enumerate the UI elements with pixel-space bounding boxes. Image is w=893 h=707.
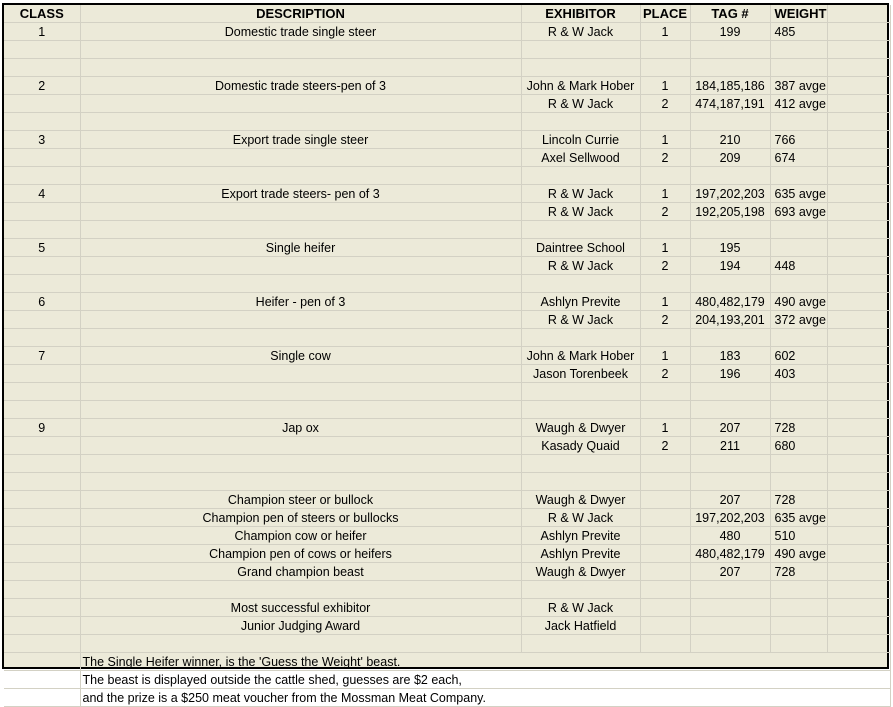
cell-description[interactable] xyxy=(80,95,521,113)
cell-exhibitor[interactable]: Waugh & Dwyer xyxy=(521,491,640,509)
cell-class[interactable] xyxy=(4,635,80,653)
cell-description[interactable] xyxy=(80,41,521,59)
cell-exhibitor[interactable]: Ashlyn Previte xyxy=(521,527,640,545)
cell-weight[interactable]: 490 avge xyxy=(770,293,827,311)
cell-weight[interactable]: 403 xyxy=(770,365,827,383)
cell-class[interactable] xyxy=(4,581,80,599)
cell-tag[interactable]: 197,202,203 xyxy=(690,509,770,527)
cell-description[interactable] xyxy=(80,113,521,131)
cell-extra[interactable] xyxy=(827,383,890,401)
cell-extra[interactable] xyxy=(827,545,890,563)
cell-extra[interactable] xyxy=(827,365,890,383)
cell-weight[interactable]: 602 xyxy=(770,347,827,365)
table-row xyxy=(4,563,890,581)
cell-description[interactable] xyxy=(80,311,521,329)
cell-exhibitor[interactable]: R & W Jack xyxy=(521,23,640,41)
cell-tag[interactable] xyxy=(690,113,770,131)
cell-place[interactable] xyxy=(640,275,690,293)
cell-class[interactable] xyxy=(4,329,80,347)
cell-class[interactable] xyxy=(4,113,80,131)
cell-extra[interactable] xyxy=(827,401,890,419)
cell-tag[interactable] xyxy=(690,275,770,293)
table-row xyxy=(4,365,890,383)
cell-weight[interactable]: 412 avge xyxy=(770,95,827,113)
cell-tag[interactable]: 192,205,198 xyxy=(690,203,770,221)
cell-tag[interactable]: 210 xyxy=(690,131,770,149)
cell-weight[interactable]: 448 xyxy=(770,257,827,275)
cell-tag[interactable]: 480,482,179 xyxy=(690,293,770,311)
cell-weight[interactable] xyxy=(770,59,827,77)
cell-class[interactable] xyxy=(4,203,80,221)
cell-weight[interactable] xyxy=(770,635,827,653)
cell-place[interactable]: 1 xyxy=(640,239,690,257)
header-class[interactable]: CLASS xyxy=(4,5,80,23)
cell-class[interactable] xyxy=(4,563,80,581)
cell-weight[interactable] xyxy=(770,617,827,635)
cell-extra[interactable] xyxy=(827,41,890,59)
table-row xyxy=(4,149,890,167)
cell-extra[interactable] xyxy=(827,257,890,275)
cell-place[interactable] xyxy=(640,509,690,527)
cell-exhibitor[interactable]: Waugh & Dwyer xyxy=(521,419,640,437)
cell-exhibitor[interactable] xyxy=(521,41,640,59)
cell-place[interactable] xyxy=(640,491,690,509)
table-row xyxy=(4,491,890,509)
table-row xyxy=(4,383,890,401)
cell-extra[interactable] xyxy=(827,437,890,455)
cell-place[interactable]: 2 xyxy=(640,365,690,383)
cell-extra[interactable] xyxy=(827,203,890,221)
table-row xyxy=(4,527,890,545)
cell-place[interactable]: 1 xyxy=(640,347,690,365)
cell-weight[interactable]: 674 xyxy=(770,149,827,167)
cell-place[interactable]: 2 xyxy=(640,257,690,275)
cell-place[interactable]: 1 xyxy=(640,23,690,41)
cell-weight[interactable] xyxy=(770,275,827,293)
cell-place[interactable]: 1 xyxy=(640,77,690,95)
cell-place[interactable]: 1 xyxy=(640,293,690,311)
cell-extra[interactable] xyxy=(827,419,890,437)
cell-description[interactable] xyxy=(80,167,521,185)
table-row xyxy=(4,509,890,527)
cell-description[interactable] xyxy=(80,275,521,293)
cell-tag[interactable]: 474,187,191 xyxy=(690,95,770,113)
table-row xyxy=(4,167,890,185)
cell-class[interactable] xyxy=(4,545,80,563)
cell-weight[interactable] xyxy=(770,239,827,257)
cell-weight[interactable] xyxy=(770,401,827,419)
cell-tag[interactable]: 480 xyxy=(690,527,770,545)
cell-exhibitor[interactable]: R & W Jack xyxy=(521,185,640,203)
cell-extra[interactable] xyxy=(827,185,890,203)
cell-place[interactable]: 1 xyxy=(640,419,690,437)
table-row xyxy=(4,95,890,113)
cell-description[interactable]: Champion pen of cows or heifers xyxy=(80,545,521,563)
header-place[interactable]: PLACE xyxy=(640,5,690,23)
cell-place[interactable] xyxy=(640,617,690,635)
cell-description[interactable]: Single cow xyxy=(80,347,521,365)
cell-weight[interactable]: 728 xyxy=(770,563,827,581)
table-row xyxy=(4,473,890,491)
cell-exhibitor[interactable]: R & W Jack xyxy=(521,257,640,275)
cell-tag[interactable] xyxy=(690,473,770,491)
cell-exhibitor[interactable] xyxy=(521,221,640,239)
cell-weight[interactable]: 387 avge xyxy=(770,77,827,95)
cell-tag[interactable]: 183 xyxy=(690,347,770,365)
cell-class[interactable]: 2 xyxy=(4,77,80,95)
cell-class[interactable] xyxy=(4,95,80,113)
cell-extra[interactable] xyxy=(827,239,890,257)
cell-weight[interactable]: 490 avge xyxy=(770,545,827,563)
header-weight[interactable]: WEIGHT xyxy=(770,5,827,23)
cell-place[interactable]: 2 xyxy=(640,311,690,329)
spreadsheet xyxy=(2,3,889,705)
cell-place[interactable] xyxy=(640,113,690,131)
table-row xyxy=(4,257,890,275)
cell-tag[interactable] xyxy=(690,635,770,653)
cell-class[interactable] xyxy=(4,311,80,329)
cell-class[interactable]: 3 xyxy=(4,131,80,149)
cell-exhibitor[interactable] xyxy=(521,401,640,419)
cell-weight[interactable]: 693 avge xyxy=(770,203,827,221)
cell-exhibitor[interactable]: Waugh & Dwyer xyxy=(521,563,640,581)
cell-extra[interactable] xyxy=(827,59,890,77)
cell-extra[interactable] xyxy=(827,131,890,149)
cell-tag[interactable] xyxy=(690,617,770,635)
cell-tag[interactable]: 207 xyxy=(690,491,770,509)
table-row xyxy=(4,419,890,437)
cell-place[interactable] xyxy=(640,545,690,563)
cell-class[interactable]: 9 xyxy=(4,419,80,437)
cell-extra[interactable] xyxy=(827,635,890,653)
cell-tag[interactable] xyxy=(690,455,770,473)
cell-class[interactable] xyxy=(4,473,80,491)
cell-class[interactable] xyxy=(4,59,80,77)
cell-description[interactable]: Champion pen of steers or bullocks xyxy=(80,509,521,527)
cell-class[interactable] xyxy=(4,221,80,239)
cell-place[interactable] xyxy=(640,581,690,599)
cell-description[interactable] xyxy=(80,437,521,455)
cell-tag[interactable]: 207 xyxy=(690,419,770,437)
header-row xyxy=(4,5,890,23)
cell-place[interactable] xyxy=(640,527,690,545)
cell-tag[interactable] xyxy=(690,329,770,347)
cell-weight[interactable] xyxy=(770,581,827,599)
cell-tag[interactable]: 480,482,179 xyxy=(690,545,770,563)
table-row xyxy=(4,185,890,203)
cell-place[interactable] xyxy=(640,473,690,491)
cell-class[interactable] xyxy=(4,653,80,671)
cell-tag[interactable] xyxy=(690,383,770,401)
cell-description[interactable]: Heifer - pen of 3 xyxy=(80,293,521,311)
cell-extra[interactable] xyxy=(827,527,890,545)
cell-place[interactable]: 1 xyxy=(640,131,690,149)
cell-weight[interactable] xyxy=(770,221,827,239)
cell-extra[interactable] xyxy=(827,563,890,581)
table-row xyxy=(4,437,890,455)
cell-weight[interactable]: 728 xyxy=(770,491,827,509)
cell-description[interactable]: Domestic trade steers-pen of 3 xyxy=(80,77,521,95)
cell-tag[interactable]: 204,193,201 xyxy=(690,311,770,329)
cell-tag[interactable]: 196 xyxy=(690,365,770,383)
cell-exhibitor[interactable] xyxy=(521,275,640,293)
cell-place[interactable] xyxy=(640,563,690,581)
cell-extra[interactable] xyxy=(827,329,890,347)
cell-exhibitor[interactable]: Axel Sellwood xyxy=(521,149,640,167)
cell-description[interactable] xyxy=(80,59,521,77)
cell-extra[interactable] xyxy=(827,599,890,617)
cell-tag[interactable] xyxy=(690,581,770,599)
table-row xyxy=(4,131,890,149)
cell-description[interactable]: Jap ox xyxy=(80,419,521,437)
table-row xyxy=(4,293,890,311)
cell-extra[interactable] xyxy=(827,293,890,311)
table-row xyxy=(4,347,890,365)
cell-exhibitor[interactable]: Daintree School xyxy=(521,239,640,257)
cell-weight[interactable]: 680 xyxy=(770,437,827,455)
cell-weight[interactable]: 510 xyxy=(770,527,827,545)
cell-place[interactable] xyxy=(640,383,690,401)
cell-exhibitor[interactable]: Jack Hatfield xyxy=(521,617,640,635)
table-row xyxy=(4,59,890,77)
cell-class[interactable]: 1 xyxy=(4,23,80,41)
table-row xyxy=(4,275,890,293)
cell-weight[interactable]: 372 avge xyxy=(770,311,827,329)
cell-class[interactable] xyxy=(4,689,80,707)
cell-extra[interactable] xyxy=(827,167,890,185)
cell-weight[interactable] xyxy=(770,473,827,491)
cell-extra[interactable] xyxy=(827,581,890,599)
cell-class[interactable]: 7 xyxy=(4,347,80,365)
results-table xyxy=(4,5,891,707)
cell-description[interactable] xyxy=(80,257,521,275)
table-row xyxy=(4,113,890,131)
cell-description[interactable] xyxy=(80,365,521,383)
table-row xyxy=(4,77,890,95)
table-row xyxy=(4,311,890,329)
cell-tag[interactable] xyxy=(690,401,770,419)
cell-description[interactable] xyxy=(80,635,521,653)
cell-class[interactable] xyxy=(4,41,80,59)
table-row xyxy=(4,401,890,419)
table-row xyxy=(4,689,890,707)
cell-tag[interactable]: 184,185,186 xyxy=(690,77,770,95)
header-empty[interactable] xyxy=(827,5,890,23)
cell-exhibitor[interactable]: Lincoln Currie xyxy=(521,131,640,149)
cell-class[interactable] xyxy=(4,455,80,473)
cell-description[interactable]: Export trade single steer xyxy=(80,131,521,149)
cell-exhibitor[interactable]: John & Mark Hober xyxy=(521,77,640,95)
cell-extra[interactable] xyxy=(827,491,890,509)
cell-class[interactable] xyxy=(4,599,80,617)
cell-description[interactable] xyxy=(80,149,521,167)
table-row xyxy=(4,671,890,689)
cell-extra[interactable] xyxy=(827,113,890,131)
cell-class[interactable] xyxy=(4,509,80,527)
note-text[interactable]: The Single Heifer winner, is the 'Guess the Weight' beast. xyxy=(80,653,890,671)
table-row xyxy=(4,239,890,257)
cell-extra[interactable] xyxy=(827,347,890,365)
table-row xyxy=(4,221,890,239)
cell-weight[interactable] xyxy=(770,383,827,401)
cell-extra[interactable] xyxy=(827,311,890,329)
cell-description[interactable]: Most successful exhibitor xyxy=(80,599,521,617)
cell-exhibitor[interactable]: R & W Jack xyxy=(521,509,640,527)
header-tag[interactable]: TAG # xyxy=(690,5,770,23)
cell-extra[interactable] xyxy=(827,473,890,491)
cell-class[interactable]: 4 xyxy=(4,185,80,203)
cell-description[interactable]: Export trade steers- pen of 3 xyxy=(80,185,521,203)
cell-extra[interactable] xyxy=(827,455,890,473)
cell-class[interactable] xyxy=(4,383,80,401)
cell-weight[interactable] xyxy=(770,41,827,59)
cell-weight[interactable]: 635 avge xyxy=(770,509,827,527)
header-exhibitor[interactable]: EXHIBITOR xyxy=(521,5,640,23)
cell-class[interactable] xyxy=(4,617,80,635)
cell-weight[interactable] xyxy=(770,329,827,347)
cell-description[interactable] xyxy=(80,473,521,491)
cell-class[interactable] xyxy=(4,491,80,509)
cell-exhibitor[interactable] xyxy=(521,167,640,185)
header-description[interactable]: DESCRIPTION xyxy=(80,5,521,23)
cell-place[interactable] xyxy=(640,221,690,239)
cell-place[interactable] xyxy=(640,329,690,347)
cell-exhibitor[interactable] xyxy=(521,581,640,599)
cell-class[interactable] xyxy=(4,149,80,167)
cell-weight[interactable]: 485 xyxy=(770,23,827,41)
cell-class[interactable]: 5 xyxy=(4,239,80,257)
cell-description[interactable]: Junior Judging Award xyxy=(80,617,521,635)
cell-class[interactable] xyxy=(4,437,80,455)
cell-description[interactable] xyxy=(80,329,521,347)
cell-tag[interactable] xyxy=(690,59,770,77)
cell-place[interactable]: 2 xyxy=(640,95,690,113)
cell-exhibitor[interactable] xyxy=(521,383,640,401)
cell-weight[interactable] xyxy=(770,167,827,185)
table-row xyxy=(4,635,890,653)
cell-tag[interactable]: 209 xyxy=(690,149,770,167)
cell-description[interactable]: Champion steer or bullock xyxy=(80,491,521,509)
cell-weight[interactable]: 728 xyxy=(770,419,827,437)
cell-description[interactable]: Single heifer xyxy=(80,239,521,257)
cell-exhibitor[interactable]: R & W Jack xyxy=(521,311,640,329)
cell-place[interactable] xyxy=(640,455,690,473)
cell-description[interactable] xyxy=(80,455,521,473)
cell-tag[interactable] xyxy=(690,41,770,59)
cell-exhibitor[interactable]: R & W Jack xyxy=(521,95,640,113)
cell-extra[interactable] xyxy=(827,23,890,41)
cell-class[interactable] xyxy=(4,401,80,419)
cell-extra[interactable] xyxy=(827,149,890,167)
cell-weight[interactable] xyxy=(770,599,827,617)
cell-exhibitor[interactable]: Ashlyn Previte xyxy=(521,545,640,563)
cell-exhibitor[interactable]: Jason Torenbeek xyxy=(521,365,640,383)
cell-description[interactable]: Domestic trade single steer xyxy=(80,23,521,41)
cell-extra[interactable] xyxy=(827,617,890,635)
cell-exhibitor[interactable] xyxy=(521,473,640,491)
table-row xyxy=(4,23,890,41)
cell-tag[interactable]: 195 xyxy=(690,239,770,257)
table-row xyxy=(4,599,890,617)
cell-class[interactable]: 6 xyxy=(4,293,80,311)
cell-extra[interactable] xyxy=(827,509,890,527)
cell-class[interactable] xyxy=(4,365,80,383)
cell-description[interactable] xyxy=(80,383,521,401)
cell-class[interactable] xyxy=(4,527,80,545)
cell-place[interactable] xyxy=(640,59,690,77)
cell-exhibitor[interactable]: John & Mark Hober xyxy=(521,347,640,365)
cell-place[interactable] xyxy=(640,599,690,617)
cell-extra[interactable] xyxy=(827,221,890,239)
cell-place[interactable]: 2 xyxy=(640,203,690,221)
cell-exhibitor[interactable]: R & W Jack xyxy=(521,203,640,221)
cell-exhibitor[interactable] xyxy=(521,113,640,131)
cell-class[interactable] xyxy=(4,167,80,185)
table-row xyxy=(4,581,890,599)
note-text[interactable]: and the prize is a $250 meat voucher from the Mossman Meat Company. xyxy=(80,689,890,707)
cell-tag[interactable]: 211 xyxy=(690,437,770,455)
cell-description[interactable] xyxy=(80,401,521,419)
cell-extra[interactable] xyxy=(827,275,890,293)
cell-weight[interactable] xyxy=(770,113,827,131)
cell-tag[interactable]: 207 xyxy=(690,563,770,581)
cell-tag[interactable] xyxy=(690,599,770,617)
cell-place[interactable] xyxy=(640,635,690,653)
cell-place[interactable]: 1 xyxy=(640,185,690,203)
cell-exhibitor[interactable]: Kasady Quaid xyxy=(521,437,640,455)
cell-weight[interactable]: 635 avge xyxy=(770,185,827,203)
cell-exhibitor[interactable] xyxy=(521,455,640,473)
cell-description[interactable]: Grand champion beast xyxy=(80,563,521,581)
cell-exhibitor[interactable]: R & W Jack xyxy=(521,599,640,617)
cell-class[interactable] xyxy=(4,275,80,293)
cell-tag[interactable]: 194 xyxy=(690,257,770,275)
cell-weight[interactable]: 766 xyxy=(770,131,827,149)
table-row xyxy=(4,329,890,347)
cell-tag[interactable]: 197,202,203 xyxy=(690,185,770,203)
cell-exhibitor[interactable] xyxy=(521,635,640,653)
table-row xyxy=(4,41,890,59)
cell-description[interactable] xyxy=(80,581,521,599)
cell-extra[interactable] xyxy=(827,77,890,95)
table-row xyxy=(4,203,890,221)
table-row xyxy=(4,545,890,563)
cell-tag[interactable]: 199 xyxy=(690,23,770,41)
cell-description[interactable] xyxy=(80,221,521,239)
note-text[interactable]: The beast is displayed outside the cattle shed, guesses are $2 each, xyxy=(80,671,890,689)
cell-tag[interactable] xyxy=(690,167,770,185)
cell-class[interactable] xyxy=(4,671,80,689)
table-row xyxy=(4,455,890,473)
cell-tag[interactable] xyxy=(690,221,770,239)
cell-exhibitor[interactable]: Ashlyn Previte xyxy=(521,293,640,311)
cell-place[interactable] xyxy=(640,167,690,185)
cell-description[interactable]: Champion cow or heifer xyxy=(80,527,521,545)
cell-weight[interactable] xyxy=(770,455,827,473)
cell-place[interactable]: 2 xyxy=(640,149,690,167)
cell-place[interactable]: 2 xyxy=(640,437,690,455)
cell-exhibitor[interactable] xyxy=(521,329,640,347)
cell-place[interactable] xyxy=(640,41,690,59)
cell-extra[interactable] xyxy=(827,95,890,113)
cell-exhibitor[interactable] xyxy=(521,59,640,77)
table-row xyxy=(4,617,890,635)
cell-place[interactable] xyxy=(640,401,690,419)
table-row xyxy=(4,653,890,671)
cell-description[interactable] xyxy=(80,203,521,221)
cell-class[interactable] xyxy=(4,257,80,275)
